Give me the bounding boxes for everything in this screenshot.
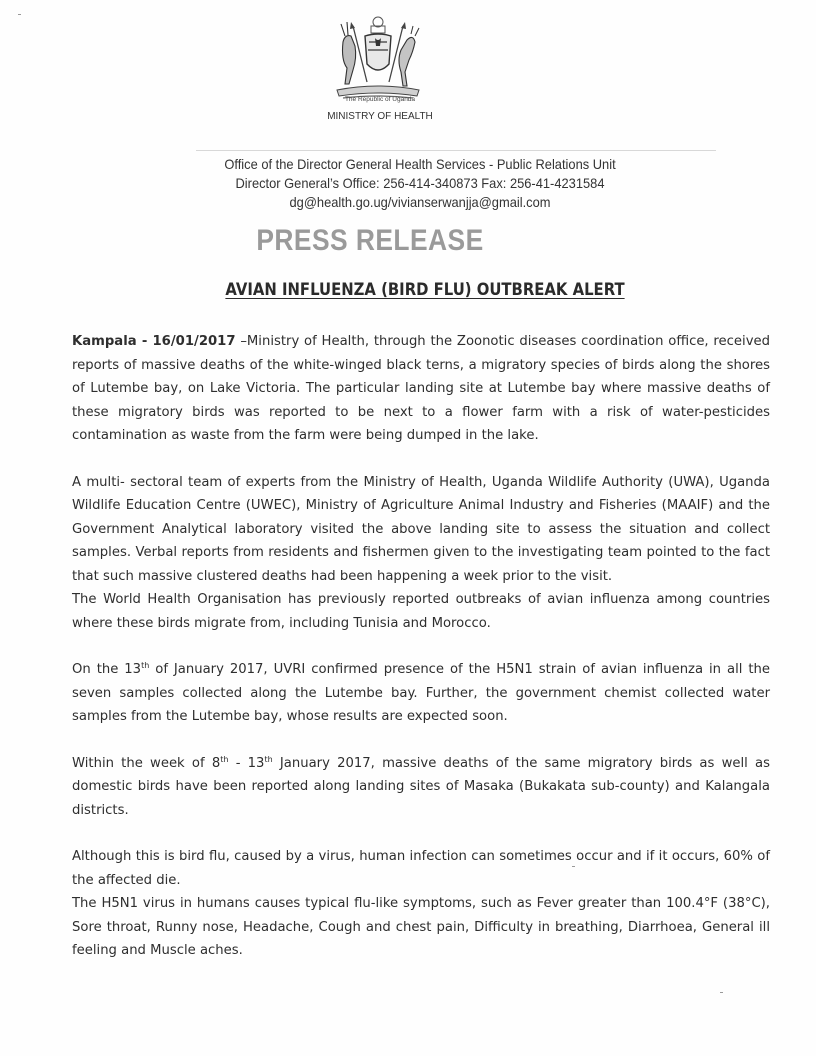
scan-speck	[720, 992, 723, 993]
uganda-coat-of-arms-icon	[323, 12, 433, 104]
document-title: PRESS RELEASE	[256, 224, 484, 257]
letterhead-divider	[196, 150, 716, 151]
office-name: Office of the Director General Health Services - Public Relations Unit	[224, 156, 616, 172]
scan-speck	[572, 866, 575, 867]
paragraph-1: Kampala - 16/01/2017 –Ministry of Health, through the Zoonotic diseases coordination office, received reports of massive deaths of the white-winged black terns, a migratory species of birds along the shores of Lutembe bay, on Lake Victoria. The particular landing site at Lutembe bay where massive deaths of these migratory birds was reported to be next to a flower farm with a risk of water-pesticides contamination as waste from the farm were being dumped in the lake.	[72, 334, 770, 443]
paragraph-6: Although this is bird flu, caused by a virus, human infection can sometimes occur and if it occurs, 60% of the affected die.	[72, 849, 770, 888]
office-phone-fax: Director General’s Office: 256-414-340873 Fax: 256-41-4231584	[235, 175, 605, 191]
dateline: Kampala - 16/01/2017	[72, 334, 236, 349]
paragraph-2: A multi- sectoral team of experts from the Ministry of Health, Uganda Wildlife Authority (UWA), Uganda Wildlife Education Centre (UWEC), Ministry of Agriculture Animal Industry and Fisheries (MAAIF) and the Government Analytical laboratory visited the above landing site to assess the situation and collect samples. Verbal reports from residents and fishermen given to the investigating team pointed to the fact that such massive clustered deaths had been happening a week prior to the visit.	[72, 474, 770, 584]
paragraph-5: Within the week of 8th - 13th January 2017, massive deaths of the same migratory birds as well as domestic birds have been reported along landing sites of Masaka (Bukakata sub-county) and Kalangala districts.	[72, 754, 770, 818]
headline: AVIAN INFLUENZA (BIRD FLU) OUTBREAK ALERT	[225, 280, 625, 299]
scan-speck	[18, 14, 21, 15]
paragraph-3: The World Health Organisation has previously reported outbreaks of avian influenza among countries where these birds migrate from, including Tunisia and Morocco.	[72, 592, 770, 631]
paragraph-4: On the 13th of January 2017, UVRI confirmed presence of the H5N1 strain of avian influenza in all the seven samples collected along the Lutembe bay. Further, the government chemist collected water samples from the Lutembe bay, whose results are expected soon.	[72, 661, 771, 724]
office-email: dg@health.go.ug/vivianserwanjja@gmail.com	[289, 194, 551, 210]
office-contact-block	[172, 155, 669, 212]
paragraph-7: The H5N1 virus in humans causes typical flu-like symptoms, such as Fever greater than 100.4°F (38°C), Sore throat, Runny nose, Headache, Cough and chest pain, Difficulty in breathing, Diarrhoea, General ill feeling and Muscle aches.	[72, 896, 770, 958]
ministry-name: MINISTRY OF HEALTH	[327, 111, 433, 122]
republic-label: The Republic of Uganda	[344, 96, 416, 103]
body-text	[72, 330, 770, 963]
